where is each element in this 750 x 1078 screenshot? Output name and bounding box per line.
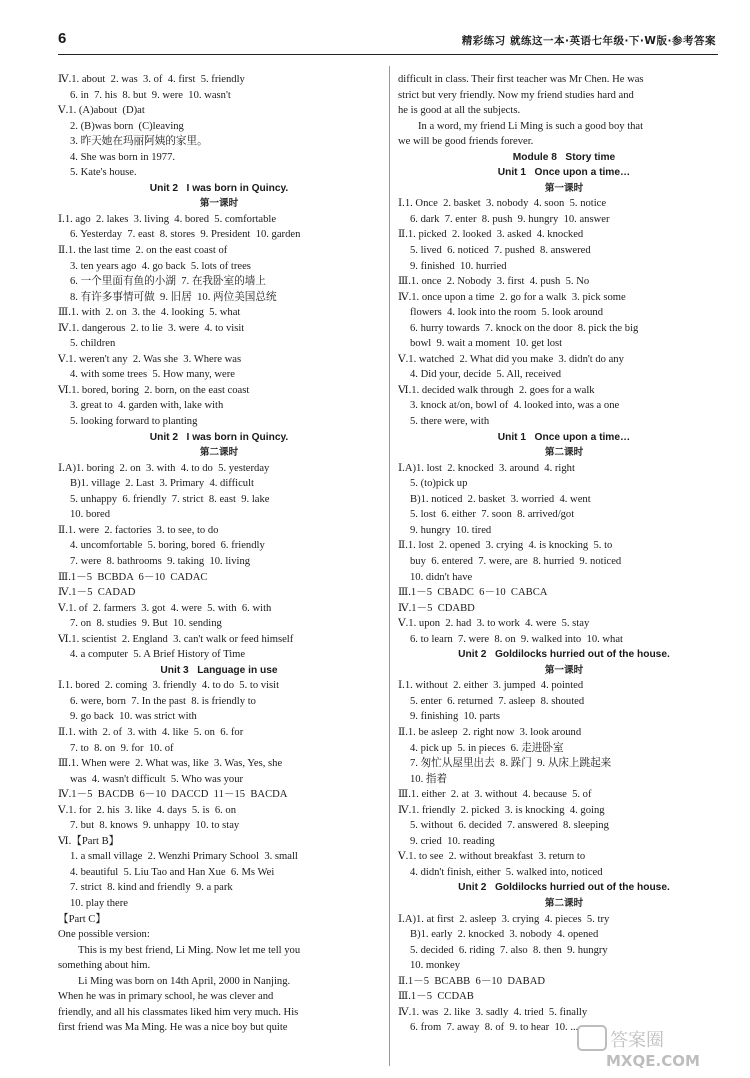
right-column — [398, 72, 730, 1036]
answer-line: 6. Yesterday 7. east 8. stores 9. President 10. garden — [70, 229, 301, 241]
header-rule — [58, 54, 718, 55]
answer-line: 7. strict 8. kind and friendly 9. a park — [70, 882, 233, 894]
section-heading: Unit 3 Language in use — [160, 664, 278, 676]
answer-line: 4. uncomfortable 5. boring, bored 6. friendly — [70, 540, 265, 552]
section-heading: Unit 2 I was born in Quincy. — [149, 182, 289, 194]
answer-line: Ⅲ.1－5 CBADC 6－10 CABCA — [398, 587, 548, 599]
answer-line: B)1. village 2. Last 3. Primary 4. difficult — [70, 478, 254, 490]
answer-line: Ⅴ.1. watched 2. What did you make 3. didn't do any — [398, 353, 624, 365]
answer-line: 7. to 8. on 9. for 10. of — [70, 742, 174, 754]
answer-line: 5. without 6. decided 7. answered 8. sleeping — [410, 820, 609, 832]
section-heading: Unit 1 Once upon a time… — [497, 167, 631, 179]
answer-line: 8. 有许多事情可做 9. 旧居 10. 两位美国总统 — [70, 291, 277, 303]
answer-line: Ⅰ.A)1. at first 2. asleep 3. crying 4. pieces 5. try — [398, 913, 610, 925]
answer-line: Ⅰ.A)1. lost 2. knocked 3. around 4. right — [398, 462, 575, 474]
answer-line: Ⅵ.1. scientist 2. England 3. can't walk or feed himself — [58, 633, 294, 645]
answer-line: friendly, and all his classmates liked him very much. His — [58, 1006, 299, 1018]
answer-line: 4. a computer 5. A Brief History of Time — [70, 649, 246, 661]
answer-line: When he was in primary school, he was clever and — [58, 991, 274, 1003]
answer-line: 6. 一个里面有鱼的小湖 7. 在我卧室的墙上 — [70, 276, 266, 288]
answer-line: Ⅱ.1. lost 2. opened 3. crying 4. is knocking 5. to — [398, 540, 613, 552]
answer-line: Ⅴ.1. upon 2. had 3. to work 4. were 5. stay — [398, 618, 590, 630]
answer-line: 9. go back 10. was strict with — [70, 711, 197, 723]
answer-line: 10. play there — [70, 897, 128, 909]
lesson-heading: 第一课时 — [544, 182, 584, 194]
answer-line: Ⅰ.1. without 2. either 3. jumped 4. pointed — [398, 680, 584, 692]
section-heading: Unit 2 Goldilocks hurried out of the house. — [458, 882, 670, 894]
answer-line: This is my best friend, Li Ming. Now let me tell you — [78, 944, 301, 956]
answer-line: Ⅰ.1. bored 2. coming 3. friendly 4. to do 5. to visit — [58, 680, 280, 692]
answer-line: Ⅴ.1. weren't any 2. Was she 3. Where was — [58, 353, 242, 365]
answer-line: 7. 匆忙从屋里出去 8. 跺门 9. 从床上跳起来 — [410, 758, 612, 770]
answer-line: One possible version: — [58, 929, 150, 941]
answer-line: Ⅱ.1. were 2. factories 3. to see, to do — [58, 524, 219, 536]
answer-line: 5. lost 6. either 7. soon 8. arrived/got — [410, 509, 575, 521]
answer-line: something about him. — [58, 960, 151, 972]
watermark-logo — [576, 1024, 726, 1070]
answer-line: 6. were, born 7. In the past 8. is friendly to — [70, 695, 256, 707]
answer-line: Ⅳ.1. about 2. was 3. of 4. first 5. friendly — [58, 74, 245, 85]
answer-line: Ⅴ.1. for 2. his 3. like 4. days 5. is 6. on — [58, 804, 237, 816]
answer-line: 【Part C】 — [58, 913, 106, 925]
answer-line: Ⅱ.1. be asleep 2. right now 3. look around — [398, 726, 582, 738]
answer-line: Ⅴ.1. of 2. farmers 3. got 4. were 5. with 6. with — [58, 602, 272, 614]
answer-line: 10. didn't have — [410, 571, 473, 583]
answer-line: 4. didn't finish, either 5. walked into, noticed — [410, 866, 603, 878]
answer-line: Ⅱ.1－5 BCABB 6－10 DABAD — [398, 975, 545, 987]
answer-line: strict but very friendly. Now my friend studies hard and — [398, 89, 634, 101]
column-divider — [389, 66, 390, 1066]
answer-line: 6. in 7. his 8. but 9. were 10. wasn't — [70, 89, 231, 101]
answer-line: 4. beautiful 5. Liu Tao and Han Xue 6. Ms Wei — [70, 866, 275, 878]
answer-line: Ⅳ.1. friendly 2. picked 3. is knocking 4. going — [398, 804, 605, 816]
answer-line: 3. great to 4. garden with, lake with — [70, 400, 224, 412]
answer-line: Ⅳ.1－5 BACDB 6－10 DACCD 11－15 BACDA — [58, 789, 288, 801]
answer-line: Ⅳ.1. dangerous 2. to lie 3. were 4. to visit — [58, 322, 245, 334]
answer-line: 4. with some trees 5. How many, were — [70, 369, 235, 381]
answer-line: 9. hungry 10. tired — [410, 524, 492, 536]
answer-line: 5. (to)pick up — [410, 478, 468, 490]
answer-line: 9. cried 10. reading — [410, 835, 495, 847]
answer-line: first friend was Ma Ming. He was a nice boy but quite — [58, 1022, 288, 1034]
answer-line: 2. (B)was born (C)leaving — [70, 120, 184, 132]
answer-line: 10. bored — [70, 509, 111, 521]
answer-line: Ⅵ.1. bored, boring 2. born, on the east coast — [58, 384, 250, 396]
watermark-logo-text: 答案圈 — [610, 1030, 664, 1051]
section-heading: Module 8 Story time — [512, 151, 616, 163]
section-heading: Unit 2 I was born in Quincy. — [149, 431, 289, 443]
answer-line: Ⅱ.1. with 2. of 3. with 4. like 5. on 6. for — [58, 726, 244, 738]
answer-line: Ⅵ.【Part B】 — [58, 835, 120, 847]
answer-line: 5. there were, with — [410, 416, 490, 428]
answer-line: Ⅲ.1－5 CCDAB — [398, 991, 474, 1003]
answer-line: Ⅲ.1. once 2. Nobody 3. first 4. push 5. No — [398, 276, 590, 288]
answer-line: 3. ten years ago 4. go back 5. lots of trees — [70, 260, 251, 272]
answer-line: B)1. early 2. knocked 3. nobody 4. opened — [410, 929, 599, 941]
running-header: 精彩练习 就练这一本·英语七年级·下·W版·参考答案 — [461, 35, 716, 47]
answer-line: Ⅰ.A)1. boring 2. on 3. with 4. to do 5. yesterday — [58, 462, 270, 474]
lesson-heading: 第二课时 — [199, 447, 239, 459]
answer-line: flowers 4. look into the room 5. look around — [410, 307, 604, 319]
answer-line: 3. 昨天她在玛丽阿姨的家里。 — [70, 136, 208, 148]
answer-line: Ⅴ.1. (A)about (D)at — [58, 105, 145, 117]
answer-line: 10. 指着 — [410, 773, 448, 785]
answer-line: 1. a small village 2. Wenzhi Primary School 3. small — [70, 851, 298, 863]
lesson-heading: 第二课时 — [544, 447, 584, 459]
answer-line: he is good at all the subjects. — [398, 105, 521, 117]
answer-line: 9. finishing 10. parts — [410, 711, 501, 723]
answer-line: Ⅲ.1－5 BCBDA 6－10 CADAC — [58, 571, 208, 583]
answer-line: 7. on 8. studies 9. But 10. sending — [70, 618, 222, 630]
lesson-heading: 第二课时 — [544, 897, 584, 909]
answer-line: 6. to learn 7. were 8. on 9. walked into 10. what — [410, 633, 624, 645]
answer-line: we will be good friends forever. — [398, 136, 534, 148]
answer-line: Ⅳ.1. once upon a time 2. go for a walk 3. pick some — [398, 291, 626, 303]
answer-line: buy 6. entered 7. were, are 8. hurried 9. noticed — [410, 555, 622, 567]
answer-line: 7. were 8. bathrooms 9. taking 10. living — [70, 555, 251, 567]
answer-line: 5. Kate's house. — [70, 167, 137, 179]
answer-line: 6. from 7. away 8. of 9. to hear 10. ... — [410, 1022, 579, 1034]
lesson-heading: 第一课时 — [544, 664, 584, 676]
answer-line: Ⅳ.1. was 2. like 3. sadly 4. tried 5. finally — [398, 1006, 588, 1018]
answer-line: Li Ming was born on 14th April, 2000 in Nanjing. — [78, 975, 291, 987]
left-column — [58, 72, 380, 1036]
answer-line: Ⅰ.1. ago 2. lakes 3. living 4. bored 5. comfortable — [58, 213, 277, 225]
answer-line: difficult in class. Their first teacher was Mr Chen. He was — [398, 74, 644, 85]
answer-line: 4. Did your, decide 5. All, received — [410, 369, 562, 381]
watermark-url: MXQE.COM — [606, 1052, 700, 1070]
answer-line: In a word, my friend Li Ming is such a good boy that — [418, 120, 644, 132]
answer-line: Ⅲ.1. either 2. at 3. without 4. because 5. of — [398, 789, 592, 801]
answer-line: 9. finished 10. hurried — [410, 260, 507, 272]
answer-line: 4. pick up 5. in pieces 6. 走进卧室 — [410, 742, 564, 754]
answer-line: was 4. wasn't difficult 5. Who was your — [70, 773, 244, 785]
answer-line: Ⅵ.1. decided walk through 2. goes for a walk — [398, 384, 595, 396]
answer-line: Ⅰ.1. Once 2. basket 3. nobody 4. soon 5. notice — [398, 198, 607, 210]
answer-line: 5. children — [70, 338, 116, 350]
section-heading: Unit 2 Goldilocks hurried out of the house. — [458, 649, 670, 661]
answer-line: Ⅱ.1. the last time 2. on the east coast of — [58, 245, 228, 257]
answer-line: Ⅳ.1－5 CADAD — [58, 587, 136, 599]
answer-line: 6. dark 7. enter 8. push 9. hungry 10. answer — [410, 213, 610, 225]
answer-line: Ⅲ.1. with 2. on 3. the 4. looking 5. what — [58, 307, 241, 319]
answer-line: 5. enter 6. returned 7. asleep 8. shouted — [410, 695, 585, 707]
answer-line: 5. decided 6. riding 7. also 8. then 9. hungry — [410, 944, 608, 956]
answer-line: bowl 9. wait a moment 10. get lost — [410, 338, 563, 350]
lesson-heading: 第一课时 — [199, 198, 239, 210]
answer-line: Ⅱ.1. picked 2. looked 3. asked 4. knocked — [398, 229, 584, 241]
answer-line: 5. looking forward to planting — [70, 416, 198, 428]
answer-line: 7. but 8. knows 9. unhappy 10. to stay — [70, 820, 240, 832]
answer-line: Ⅲ.1. When were 2. What was, like 3. Was, Yes, she — [58, 758, 283, 770]
answer-line: Ⅴ.1. to see 2. without breakfast 3. return to — [398, 851, 586, 863]
answer-line: 5. lived 6. noticed 7. pushed 8. answered — [410, 245, 591, 257]
page-number: 6 — [58, 30, 67, 47]
answer-line: 6. hurry towards 7. knock on the door 8. pick the big — [410, 322, 639, 334]
answer-line: Ⅳ.1－5 CDABD — [398, 602, 475, 614]
answer-line: B)1. noticed 2. basket 3. worried 4. went — [410, 493, 591, 505]
answer-line: 3. knock at/on, bowl of 4. looked into, was a one — [410, 400, 620, 412]
answer-line: 5. unhappy 6. friendly 7. strict 8. east 9. lake — [70, 493, 270, 505]
answer-line: 10. monkey — [410, 960, 461, 972]
answer-line: 4. She was born in 1977. — [70, 151, 176, 163]
section-heading: Unit 1 Once upon a time… — [497, 431, 631, 443]
